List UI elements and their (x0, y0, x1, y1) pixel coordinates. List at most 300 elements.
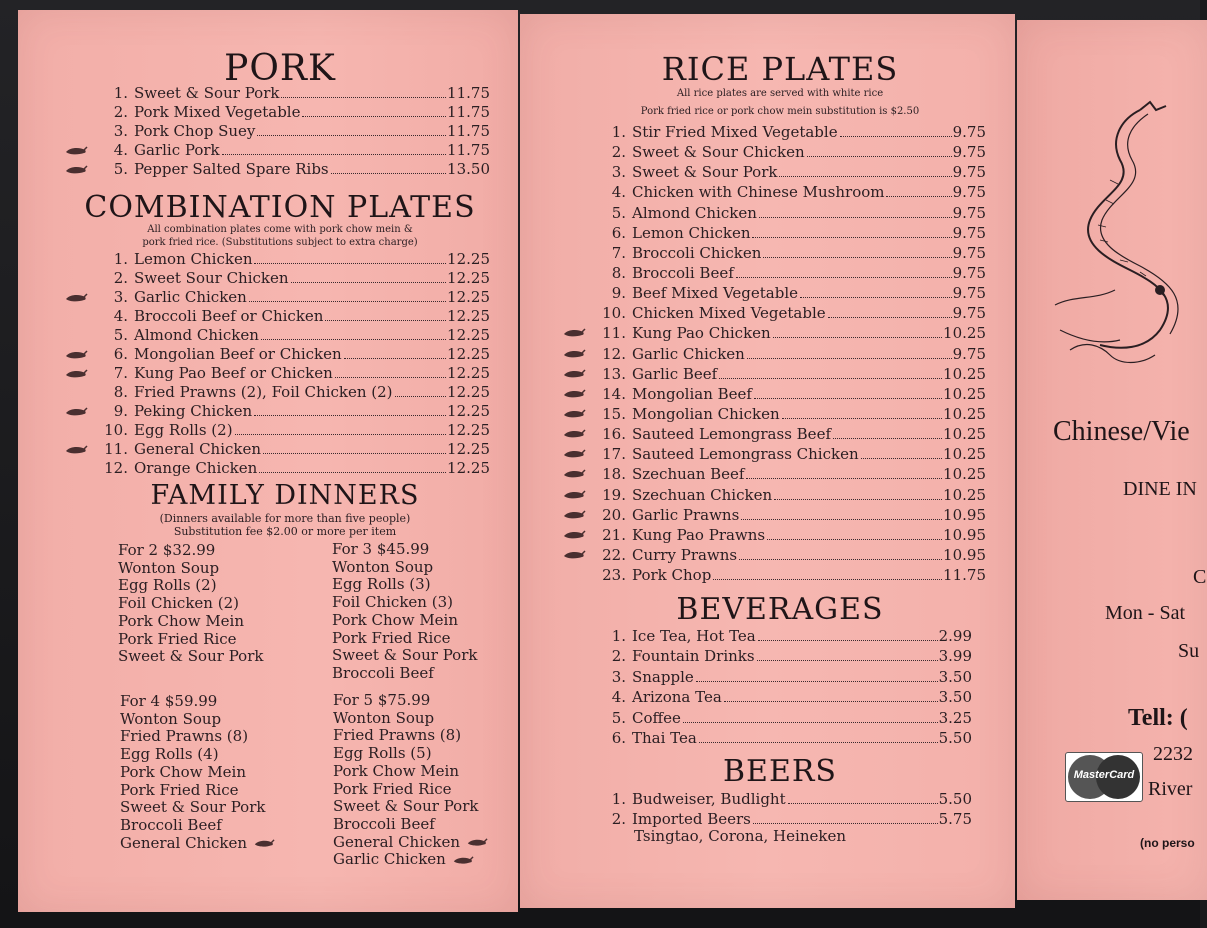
spicy-pepper-icon (562, 428, 586, 440)
item-price: 9.75 (952, 203, 986, 222)
cover-address-line2: River (1148, 778, 1193, 800)
menu-item (598, 364, 986, 384)
family-dinner-item-name: Pork Chow Mein (333, 761, 460, 780)
cover-letter: C (1193, 566, 1207, 588)
item-price: 12.25 (447, 288, 490, 306)
beverages-list (598, 626, 972, 748)
item-name: Broccoli Beef or Chicken (134, 307, 324, 325)
family-dinner-item (333, 710, 488, 728)
leader-dots (807, 156, 952, 157)
family-dinner-item-name: Wonton Soup (120, 709, 222, 728)
family-dinner-item-name: Wonton Soup (118, 558, 220, 577)
family-dinner-item-name: Pork Fried Rice (332, 628, 451, 647)
leader-dots (861, 458, 942, 459)
item-number: 1. (113, 84, 128, 102)
item-price: 10.25 (943, 425, 986, 444)
leader-dots (724, 701, 938, 702)
menu-item (598, 485, 986, 505)
family-dinner-item (332, 647, 477, 665)
menu-item (598, 565, 986, 585)
item-number: 6. (113, 345, 128, 363)
item-number: 5. (611, 203, 626, 222)
leader-dots (302, 116, 446, 117)
family-dinner-item (333, 834, 488, 852)
item-price: 9.75 (952, 304, 986, 323)
family-dinner-item (120, 746, 275, 764)
item-price: 10.25 (943, 324, 986, 343)
item-number: 2. (611, 143, 626, 162)
family-for-3 (332, 541, 477, 683)
cover-hours-sunday: Su (1178, 640, 1200, 662)
item-price: 3.99 (938, 647, 972, 666)
item-name: Peking Chicken (134, 402, 253, 420)
item-price: 11.75 (447, 103, 490, 121)
item-price: 12.25 (447, 402, 490, 420)
item-name: Thai Tea (632, 728, 697, 747)
item-name: Chicken Mixed Vegetable (632, 304, 826, 323)
item-price: 10.95 (943, 545, 986, 564)
family-dinner-item (120, 782, 275, 800)
family-dinner-item-name: Sweet & Sour Pork (118, 647, 264, 666)
family-dinner-item-name: Foil Chicken (2) (118, 594, 239, 613)
family-dinner-item (333, 781, 488, 799)
spicy-pepper-icon (64, 444, 88, 456)
family-dinner-item-name: Pork Fried Rice (333, 779, 452, 798)
item-number: 19. (602, 485, 626, 504)
item-price: 12.25 (447, 345, 490, 363)
combination-note (100, 223, 460, 249)
spicy-pepper-icon (452, 855, 474, 866)
menu-item (598, 545, 986, 565)
family-for-2 (118, 542, 263, 666)
family-note-line1: (Dinners available for more than five people) (159, 512, 411, 525)
family-note-line2: Substitution fee $2.00 or more per item (173, 525, 397, 538)
item-price: 3.50 (938, 688, 972, 707)
menu-item (598, 444, 986, 464)
family-dinner-item (120, 764, 275, 782)
item-name: Kung Pao Chicken (632, 324, 771, 343)
menu-item (598, 263, 986, 283)
item-number: 13. (602, 364, 626, 383)
leader-dots (719, 378, 942, 379)
item-price: 5.50 (938, 790, 972, 808)
leader-dots (249, 301, 446, 302)
menu-item (100, 160, 490, 179)
family-dinner-item (333, 727, 488, 745)
item-price: 12.25 (447, 326, 490, 344)
family-dinner-item (332, 612, 477, 630)
item-name: Pepper Salted Spare Ribs (134, 160, 329, 178)
leader-dots (736, 277, 952, 278)
family-dinner-item (333, 798, 488, 816)
leader-dots (741, 519, 942, 520)
combination-note-line2: pork fried rice. (Substitutions subject to extra charge) (142, 237, 418, 248)
item-price: 12.25 (447, 421, 490, 439)
leader-dots (759, 217, 952, 218)
item-number: 17. (602, 445, 626, 464)
item-name: Mongolian Beef (632, 384, 752, 403)
item-price: 9.75 (952, 263, 986, 282)
item-number: 6. (611, 223, 626, 242)
item-name: General Chicken (134, 440, 262, 458)
spicy-pepper-icon (562, 489, 586, 501)
leader-dots (696, 681, 938, 682)
menu-item (100, 402, 490, 421)
cover-cuisine: Chinese/Vie (1053, 416, 1190, 447)
family-dinner-price: For 4 $59.99 (120, 692, 218, 710)
leader-dots (746, 478, 942, 479)
menu-item (100, 326, 490, 345)
leader-dots (335, 377, 446, 378)
item-price: 12.25 (447, 250, 490, 268)
rice-plates-heading: RICE PLATES (661, 50, 899, 88)
item-number: 14. (602, 384, 626, 403)
family-dinner-item (120, 711, 275, 729)
leader-dots (713, 579, 942, 580)
item-number: 8. (611, 263, 626, 282)
beverages-heading: BEVERAGES (676, 592, 884, 627)
item-name: Mongolian Chicken (632, 404, 780, 423)
family-dinner-item-name: Foil Chicken (3) (332, 593, 453, 612)
item-price: 3.50 (938, 667, 972, 686)
item-name: Coffee (632, 708, 681, 727)
family-dinner-item-name: Pork Chow Mein (118, 611, 245, 630)
spicy-pepper-icon (466, 837, 488, 848)
item-price: 12.25 (447, 269, 490, 287)
menu-item (100, 307, 490, 326)
item-number: 2. (113, 269, 128, 287)
menu-item (598, 303, 986, 323)
family-dinner-item (332, 559, 477, 577)
family-dinner-item-name: Pork Fried Rice (120, 780, 239, 799)
item-name: Ice Tea, Hot Tea (632, 627, 756, 645)
item-number: 16. (602, 425, 626, 444)
item-name: Garlic Pork (134, 141, 220, 159)
item-number: 3. (113, 288, 128, 306)
family-dinner-item-name: Fried Prawns (8) (333, 726, 462, 745)
item-number: 4. (611, 183, 626, 202)
item-price: 12.25 (447, 307, 490, 325)
item-number: 4. (113, 141, 128, 159)
menu-item (100, 250, 490, 269)
item-price: 3.25 (938, 708, 972, 727)
menu-item (598, 525, 986, 545)
item-name: Garlic Chicken (632, 344, 745, 363)
dragon-illustration (1040, 100, 1200, 400)
item-number: 10. (104, 421, 128, 439)
item-price: 9.75 (952, 284, 986, 303)
menu-item (598, 162, 986, 182)
item-name: Mongolian Beef or Chicken (134, 345, 342, 363)
item-number: 9. (611, 284, 626, 303)
item-number: 23. (602, 566, 626, 585)
item-price: 11.75 (943, 566, 986, 585)
family-dinner-item-name: Broccoli Beef (333, 814, 435, 833)
item-price: 9.75 (952, 163, 986, 182)
menu-item (598, 708, 972, 728)
item-number: 10. (602, 304, 626, 323)
item-name: Pork Mixed Vegetable (134, 103, 301, 121)
item-number: 5. (113, 160, 128, 178)
item-name: Garlic Beef (632, 364, 718, 383)
family-dinner-item (332, 630, 477, 648)
leader-dots (757, 660, 938, 661)
family-dinner-item (332, 576, 477, 594)
item-name: Kung Pao Prawns (632, 525, 766, 544)
cover-telephone: Tell: ( (1128, 705, 1188, 731)
mastercard-logo (1065, 752, 1143, 802)
rice-note-line2: Pork fried rice or pork chow mein substitution is $2.50 (640, 106, 920, 117)
menu-item (100, 421, 490, 440)
item-number: 2. (611, 647, 626, 666)
family-dinner-item (118, 631, 263, 649)
item-number: 3. (611, 163, 626, 182)
leader-dots (840, 136, 952, 137)
item-number: 5. (113, 326, 128, 344)
beers-note: Tsingtao, Corona, Heineken (634, 827, 846, 845)
family-dinner-item-name: Broccoli Beef (120, 815, 222, 834)
item-number: 1. (113, 250, 128, 268)
item-price: 10.25 (943, 465, 986, 484)
beers-list (598, 789, 972, 829)
item-name: Lemon Chicken (632, 223, 751, 242)
pork-heading: PORK (224, 48, 336, 89)
item-price: 9.75 (952, 183, 986, 202)
item-name: Szechuan Beef (632, 465, 745, 484)
leader-dots (886, 196, 951, 197)
mastercard-text: MasterCard (1073, 769, 1135, 781)
combination-heading: COMBINATION PLATES (84, 190, 476, 225)
family-dinner-item-name: Egg Rolls (4) (120, 745, 219, 764)
item-price: 13.50 (447, 160, 490, 178)
spicy-pepper-icon (64, 145, 88, 157)
item-number: 21. (602, 525, 626, 544)
leader-dots (753, 823, 938, 824)
item-price: 9.75 (952, 243, 986, 262)
item-name: Fried Prawns (2), Foil Chicken (2) (134, 383, 393, 401)
menu-item (100, 288, 490, 307)
family-for-4 (120, 693, 275, 852)
item-name: Egg Rolls (2) (134, 421, 233, 439)
family-dinner-item-name: Pork Chow Mein (332, 610, 459, 629)
family-dinner-item (333, 816, 488, 834)
family-dinner-item-name: Pork Chow Mein (120, 762, 247, 781)
pork-list (100, 84, 490, 179)
menu-item (100, 122, 490, 141)
leader-dots (235, 434, 446, 435)
family-dinner-item (120, 817, 275, 835)
leader-dots (699, 742, 938, 743)
leader-dots (254, 415, 446, 416)
item-name: Pork Chop Suey (134, 122, 256, 140)
spicy-pepper-icon (562, 348, 586, 360)
rice-plates-note (600, 87, 960, 118)
menu-item (598, 182, 986, 202)
leader-dots (773, 337, 942, 338)
item-number: 2. (113, 103, 128, 121)
item-price: 9.75 (952, 123, 986, 141)
item-number: 11. (602, 324, 626, 343)
menu-item (100, 383, 490, 402)
combination-list (100, 250, 490, 478)
family-dinner-item-name: Sweet & Sour Pork (332, 646, 478, 665)
item-name: Beef Mixed Vegetable (632, 284, 799, 303)
rice-note-line1: All rice plates are served with white rice (676, 88, 884, 99)
item-name: Almond Chicken (134, 326, 259, 344)
leader-dots (259, 472, 446, 473)
leader-dots (261, 339, 446, 340)
item-number: 8. (113, 383, 128, 401)
family-dinner-item (118, 560, 263, 578)
item-name: Szechuan Chicken (632, 485, 773, 504)
spicy-pepper-icon (562, 327, 586, 339)
item-price: 9.75 (952, 344, 986, 363)
leader-dots (291, 282, 447, 283)
family-dinner-item-name: Broccoli Beef (332, 663, 434, 682)
item-number: 1. (611, 627, 626, 645)
leader-dots (752, 237, 951, 238)
menu-item (100, 269, 490, 288)
item-number: 7. (611, 243, 626, 262)
family-dinner-price: For 5 $75.99 (333, 691, 431, 709)
item-number: 15. (602, 404, 626, 423)
item-name: Imported Beers (632, 810, 751, 829)
leader-dots (767, 539, 942, 540)
leader-dots (331, 173, 446, 174)
leader-dots (395, 396, 447, 397)
item-price: 12.25 (447, 383, 490, 401)
item-number: 20. (602, 505, 626, 524)
item-price: 10.95 (943, 505, 986, 524)
leader-dots (257, 135, 446, 136)
item-price: 11.75 (447, 122, 490, 140)
leader-dots (800, 297, 952, 298)
family-dinner-item-name: Fried Prawns (8) (120, 727, 249, 746)
family-dinner-item-name: Egg Rolls (2) (118, 576, 217, 595)
item-number: 12. (104, 459, 128, 477)
menu-item (598, 323, 986, 343)
item-name: Sweet & Sour Pork (134, 84, 280, 102)
spicy-pepper-icon (562, 468, 586, 480)
item-name: Fountain Drinks (632, 647, 755, 666)
item-number: 4. (113, 307, 128, 325)
item-number: 2. (611, 810, 626, 829)
spicy-pepper-icon (64, 349, 88, 361)
cover-hours-weekday: Mon - Sat (1105, 602, 1185, 624)
item-name: Sweet & Sour Pork (632, 163, 778, 182)
item-name: Chicken with Chinese Mushroom (632, 183, 885, 202)
item-name: Curry Prawns (632, 545, 738, 564)
family-for-5 (333, 692, 488, 869)
family-dinner-price: For 2 $32.99 (118, 541, 216, 559)
item-name: Sweet & Sour Chicken (632, 143, 805, 162)
leader-dots (828, 317, 952, 318)
item-name: Almond Chicken (632, 203, 757, 222)
item-number: 4. (611, 688, 626, 707)
menu-item (598, 283, 986, 303)
spicy-pepper-icon (562, 408, 586, 420)
combination-note-line1: All combination plates come with pork chow mein & (147, 224, 413, 235)
item-name: Stir Fried Mixed Vegetable (632, 123, 838, 141)
item-price: 10.25 (943, 445, 986, 464)
leader-dots (325, 320, 446, 321)
item-price: 10.25 (943, 364, 986, 383)
item-name: Kung Pao Beef or Chicken (134, 364, 333, 382)
leader-dots (774, 499, 942, 500)
spicy-pepper-icon (562, 549, 586, 561)
family-dinner-item-name: Pork Fried Rice (118, 629, 237, 648)
spicy-pepper-icon (64, 292, 88, 304)
family-dinner-item-name: Sweet & Sour Pork (333, 797, 479, 816)
item-name: Sweet Sour Chicken (134, 269, 289, 287)
item-price: 9.75 (952, 143, 986, 162)
menu-item (598, 667, 972, 687)
item-number: 18. (602, 465, 626, 484)
spicy-pepper-icon (562, 448, 586, 460)
family-dinners-note (130, 512, 440, 538)
item-price: 5.75 (938, 810, 972, 829)
item-name: Orange Chicken (134, 459, 258, 477)
item-number: 1. (611, 790, 626, 808)
item-price: 9.75 (952, 223, 986, 242)
item-name: Sauteed Lemongrass Chicken (632, 445, 859, 464)
item-price: 10.95 (943, 525, 986, 544)
item-number: 1. (611, 123, 626, 141)
menu-item (598, 646, 972, 666)
menu-item (598, 626, 972, 646)
menu-item (598, 424, 986, 444)
menu-item (598, 687, 972, 707)
item-price: 10.25 (943, 384, 986, 403)
item-name: Pork Chop (632, 566, 712, 585)
menu-item (598, 203, 986, 223)
item-name: Budweiser, Budlight (632, 790, 786, 808)
menu-item (100, 103, 490, 122)
menu-item (598, 789, 972, 809)
menu-item (100, 84, 490, 103)
menu-item (598, 223, 986, 243)
family-dinner-price: For 3 $45.99 (332, 540, 430, 558)
family-dinner-item (333, 745, 488, 763)
leader-dots (779, 176, 951, 177)
menu-item (598, 728, 972, 748)
item-number: 3. (113, 122, 128, 140)
item-number: 5. (611, 708, 626, 727)
item-price: 12.25 (447, 364, 490, 382)
spicy-pepper-icon (64, 406, 88, 418)
leader-dots (763, 257, 951, 258)
leader-dots (263, 453, 446, 454)
spicy-pepper-icon (562, 509, 586, 521)
menu-item (598, 384, 986, 404)
family-dinner-item-name: Egg Rolls (3) (332, 575, 431, 594)
family-dinner-item-name: Garlic Chicken (333, 850, 446, 869)
menu-item (100, 459, 490, 478)
family-dinner-item-name: Egg Rolls (5) (333, 744, 432, 763)
item-number: 9. (113, 402, 128, 420)
family-dinner-item (333, 851, 488, 869)
spicy-pepper-icon (562, 368, 586, 380)
leader-dots (788, 803, 938, 804)
spicy-pepper-icon (64, 368, 88, 380)
menu-item (598, 464, 986, 484)
spicy-pepper-icon (253, 838, 275, 849)
item-price: 10.25 (943, 485, 986, 504)
item-number: 3. (611, 667, 626, 686)
leader-dots (754, 398, 942, 399)
spicy-pepper-icon (562, 388, 586, 400)
menu-item (598, 404, 986, 424)
